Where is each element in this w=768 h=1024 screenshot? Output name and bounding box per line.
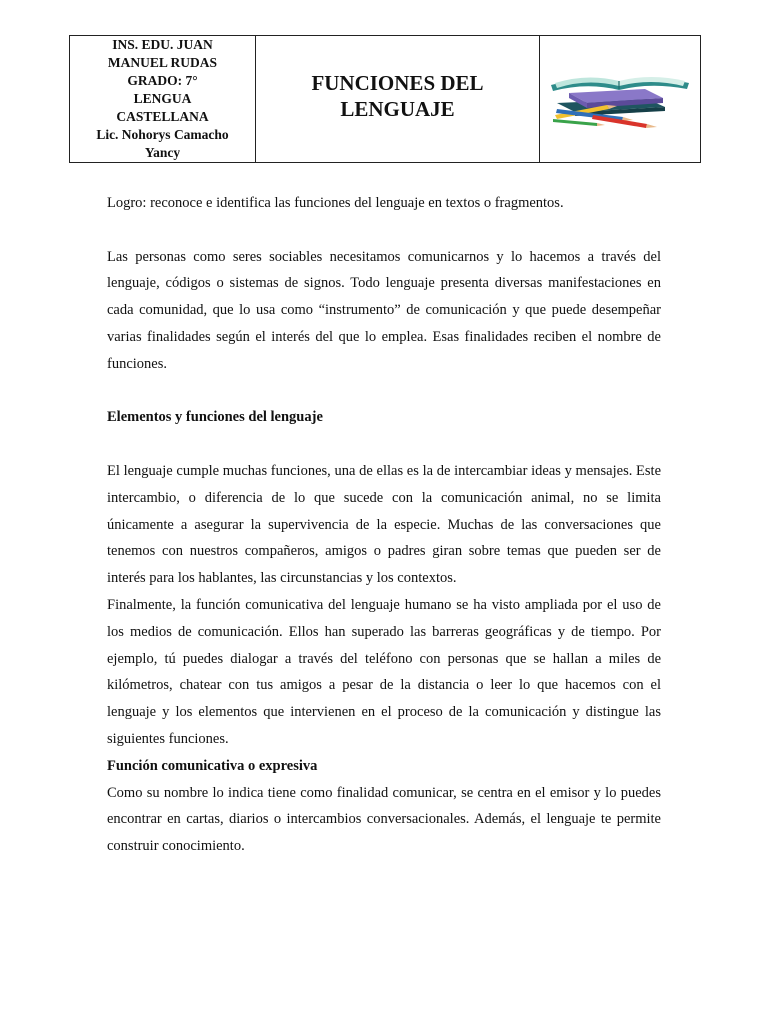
subject-line: CASTELLANA [116, 109, 209, 124]
school-info [70, 36, 255, 162]
page-title [256, 70, 539, 122]
teacher-line: Yancy [144, 145, 181, 160]
page-title-line: FUNCIONES DEL [311, 71, 484, 95]
body-paragraph: El lenguaje cumple muchas funciones, una de ellas es la de intercambiar ideas y mensajes. Este intercambio, o diferencia de lo que sucede con la comunicación animal, no se limita únicamente a asegurar la supervivencia de la especie. Muchas de las conversaciones que tenemos con nuestros compañeros, amigos o padres giran sobre temas que pueden ser de interés para los hablantes, las circunstancias y los contextos. [107, 462, 661, 587]
document-body [107, 190, 661, 860]
body-paragraph: Finalmente, la función comunicativa del lenguaje humano se ha visto ampliada por el uso de los medios de comunicación. Ellos han superado las barreras geográficas y de tiempo. Por ejemplo, tú puedes dialogar a través del teléfono con personas que se hallan a miles de kilómetros, chatear con tus amigos a pesar de la distancia o leer lo que hacemos con el lenguaje y los elementos que intervienen en el proceso de la comunicación y distingue las siguientes funciones. [107, 596, 661, 747]
school-info-cell [70, 36, 256, 163]
books-and-pencils-icon [547, 69, 693, 129]
header-table [69, 35, 701, 163]
grade-line: GRADO: 7° [127, 73, 198, 88]
teacher-line: Lic. Nohorys Camacho [96, 127, 229, 142]
title-cell [256, 36, 540, 163]
spacer [107, 378, 661, 405]
spacer [107, 431, 661, 458]
section-heading: Elementos y funciones del lenguaje [107, 409, 323, 426]
logo-cell [540, 36, 701, 163]
page-title-line: LENGUAJE [340, 97, 455, 121]
intro-paragraph: Las personas como seres sociables necesitamos comunicarnos y lo hacemos a través del lenguaje, códigos o sistemas de signos. Todo lenguaje presenta diversas manifestaciones en cada comunidad, que lo usa como “instrumento” de comunicación y que puede desempeñar varias finalidades según el interés del que lo emplea. Esas finalidades reciben el nombre de funciones. [107, 248, 661, 372]
body-paragraph: Como su nombre lo indica tiene como finalidad comunicar, se centra en el emisor y lo puedes encontrar en cartas, diarios o intercambios conversacionales. Además, el lenguaje te permite construir conocimiento. [107, 784, 661, 855]
subject-line: LENGUA [133, 91, 192, 106]
school-line: INS. EDU. JUAN [112, 37, 213, 52]
school-line: MANUEL RUDAS [107, 55, 218, 70]
learning-goal: Logro: reconoce e identifica las funciones del lenguaje en textos o fragmentos. [107, 195, 564, 211]
spacer [107, 217, 661, 244]
section-heading: Función comunicativa o expresiva [107, 757, 318, 774]
